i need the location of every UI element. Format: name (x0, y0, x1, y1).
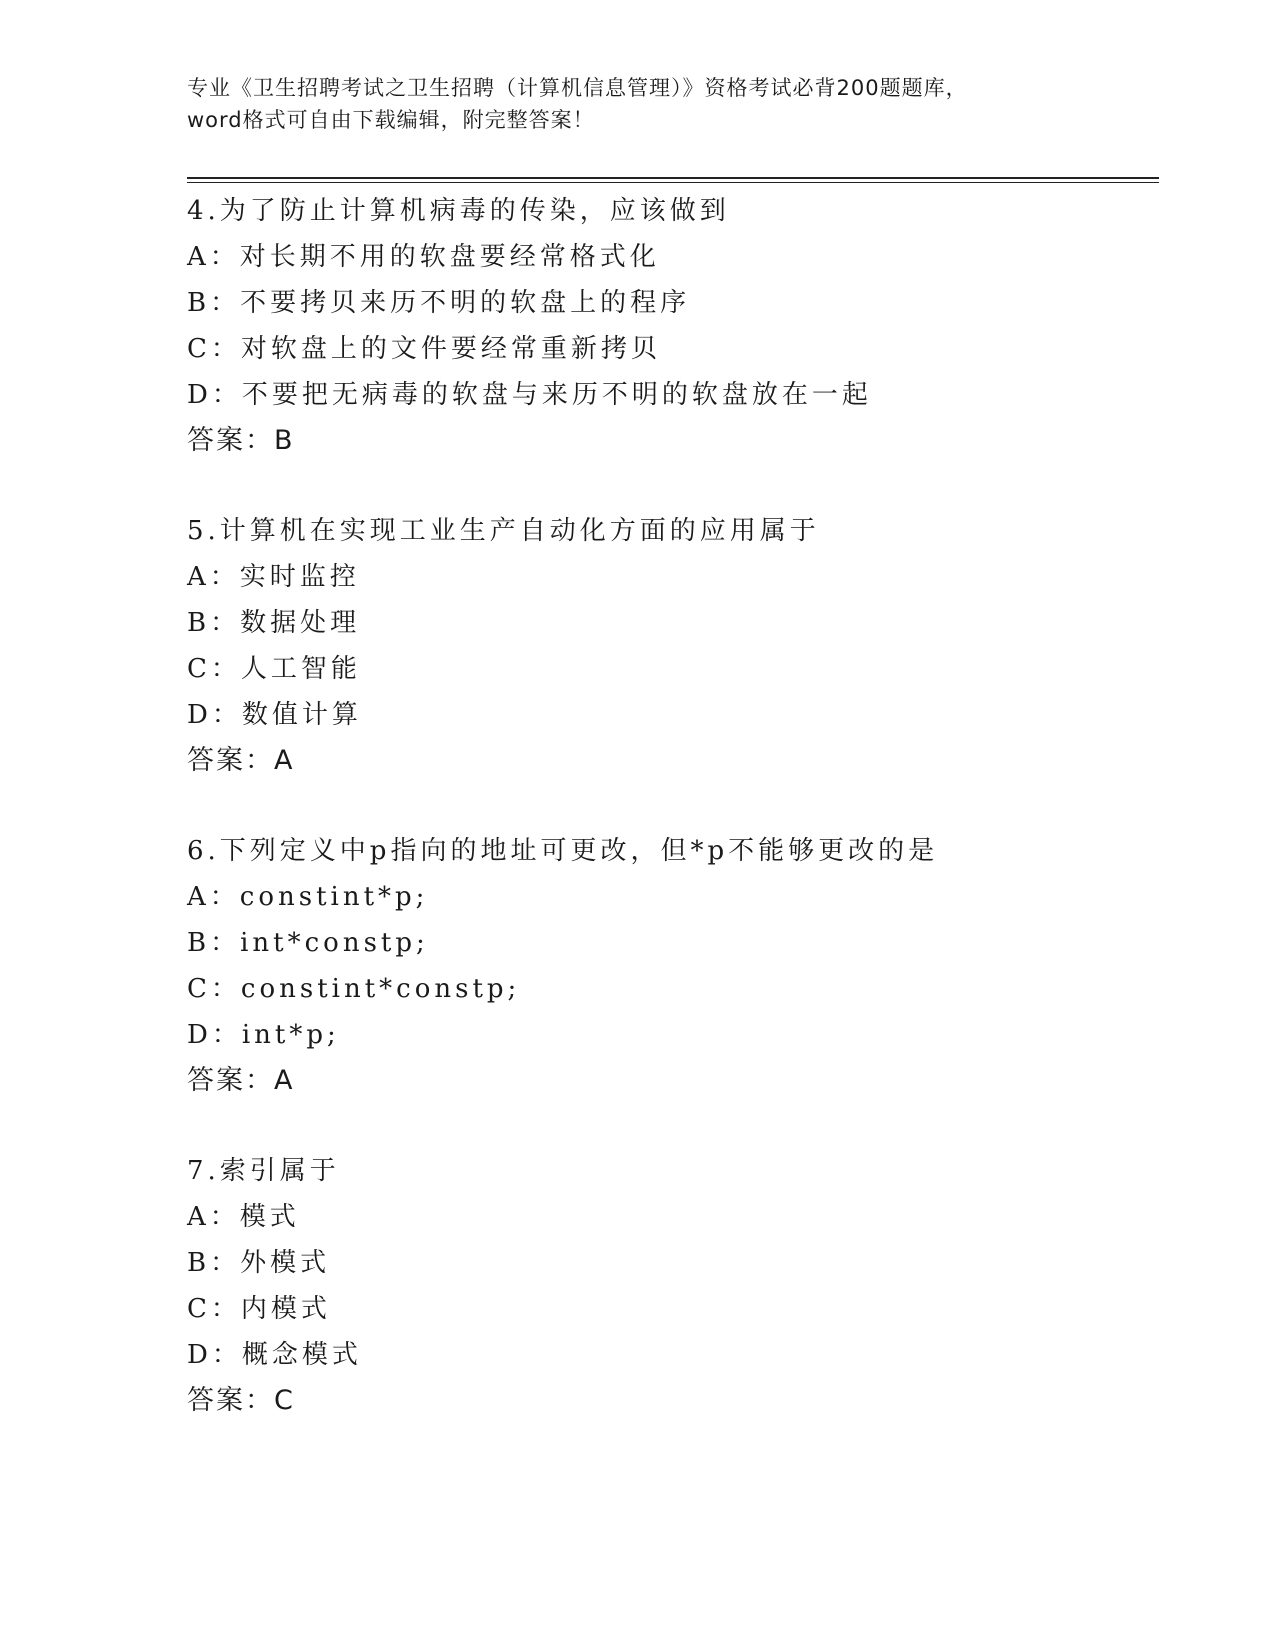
option-a: A：实时监控 (187, 562, 360, 592)
question-stem: 5.计算机在实现工业生产自动化方面的应用属于 (187, 516, 820, 546)
question-stem: 4.为了防止计算机病毒的传染，应该做到 (187, 196, 730, 226)
option-c: C：内模式 (187, 1294, 331, 1324)
question-stem: 6.下列定义中p指向的地址可更改，但*p不能够更改的是 (187, 836, 939, 866)
option-c: C：对软盘上的文件要经常重新拷贝 (187, 334, 661, 364)
answer-line: 答案：A (187, 745, 295, 776)
question-block (187, 508, 1187, 784)
option-c: C：人工智能 (187, 654, 361, 684)
option-a: A：对长期不用的软盘要经常格式化 (187, 242, 660, 272)
option-a: A：模式 (187, 1202, 300, 1232)
option-b: B：int*constp; (187, 928, 429, 958)
option-b: B：外模式 (187, 1248, 331, 1278)
answer-line: 答案：C (187, 1385, 295, 1416)
question-stem: 7.索引属于 (187, 1156, 340, 1186)
option-d: D：概念模式 (187, 1340, 362, 1370)
header-line-2: word格式可自由下载编辑，附完整答案！ (187, 108, 595, 132)
option-d: D：int*p; (187, 1020, 340, 1050)
document-header (187, 72, 1087, 136)
option-d: D：数值计算 (187, 700, 362, 730)
option-a: A：constint*p; (187, 882, 429, 912)
question-block (187, 188, 1187, 464)
option-b: B：数据处理 (187, 608, 361, 638)
header-line-1: 专业《卫生招聘考试之卫生招聘（计算机信息管理）》资格考试必背200题题库， (187, 76, 968, 100)
option-b: B：不要拷贝来历不明的软盘上的程序 (187, 288, 691, 318)
answer-line: 答案：A (187, 1065, 295, 1096)
header-divider-thin (187, 182, 1159, 183)
question-block (187, 1148, 1187, 1424)
option-d: D：不要把无病毒的软盘与来历不明的软盘放在一起 (187, 380, 872, 410)
header-divider-thick (187, 177, 1159, 179)
question-block (187, 828, 1187, 1104)
option-c: C：constint*constp; (187, 974, 521, 1004)
answer-line: 答案：B (187, 425, 295, 456)
